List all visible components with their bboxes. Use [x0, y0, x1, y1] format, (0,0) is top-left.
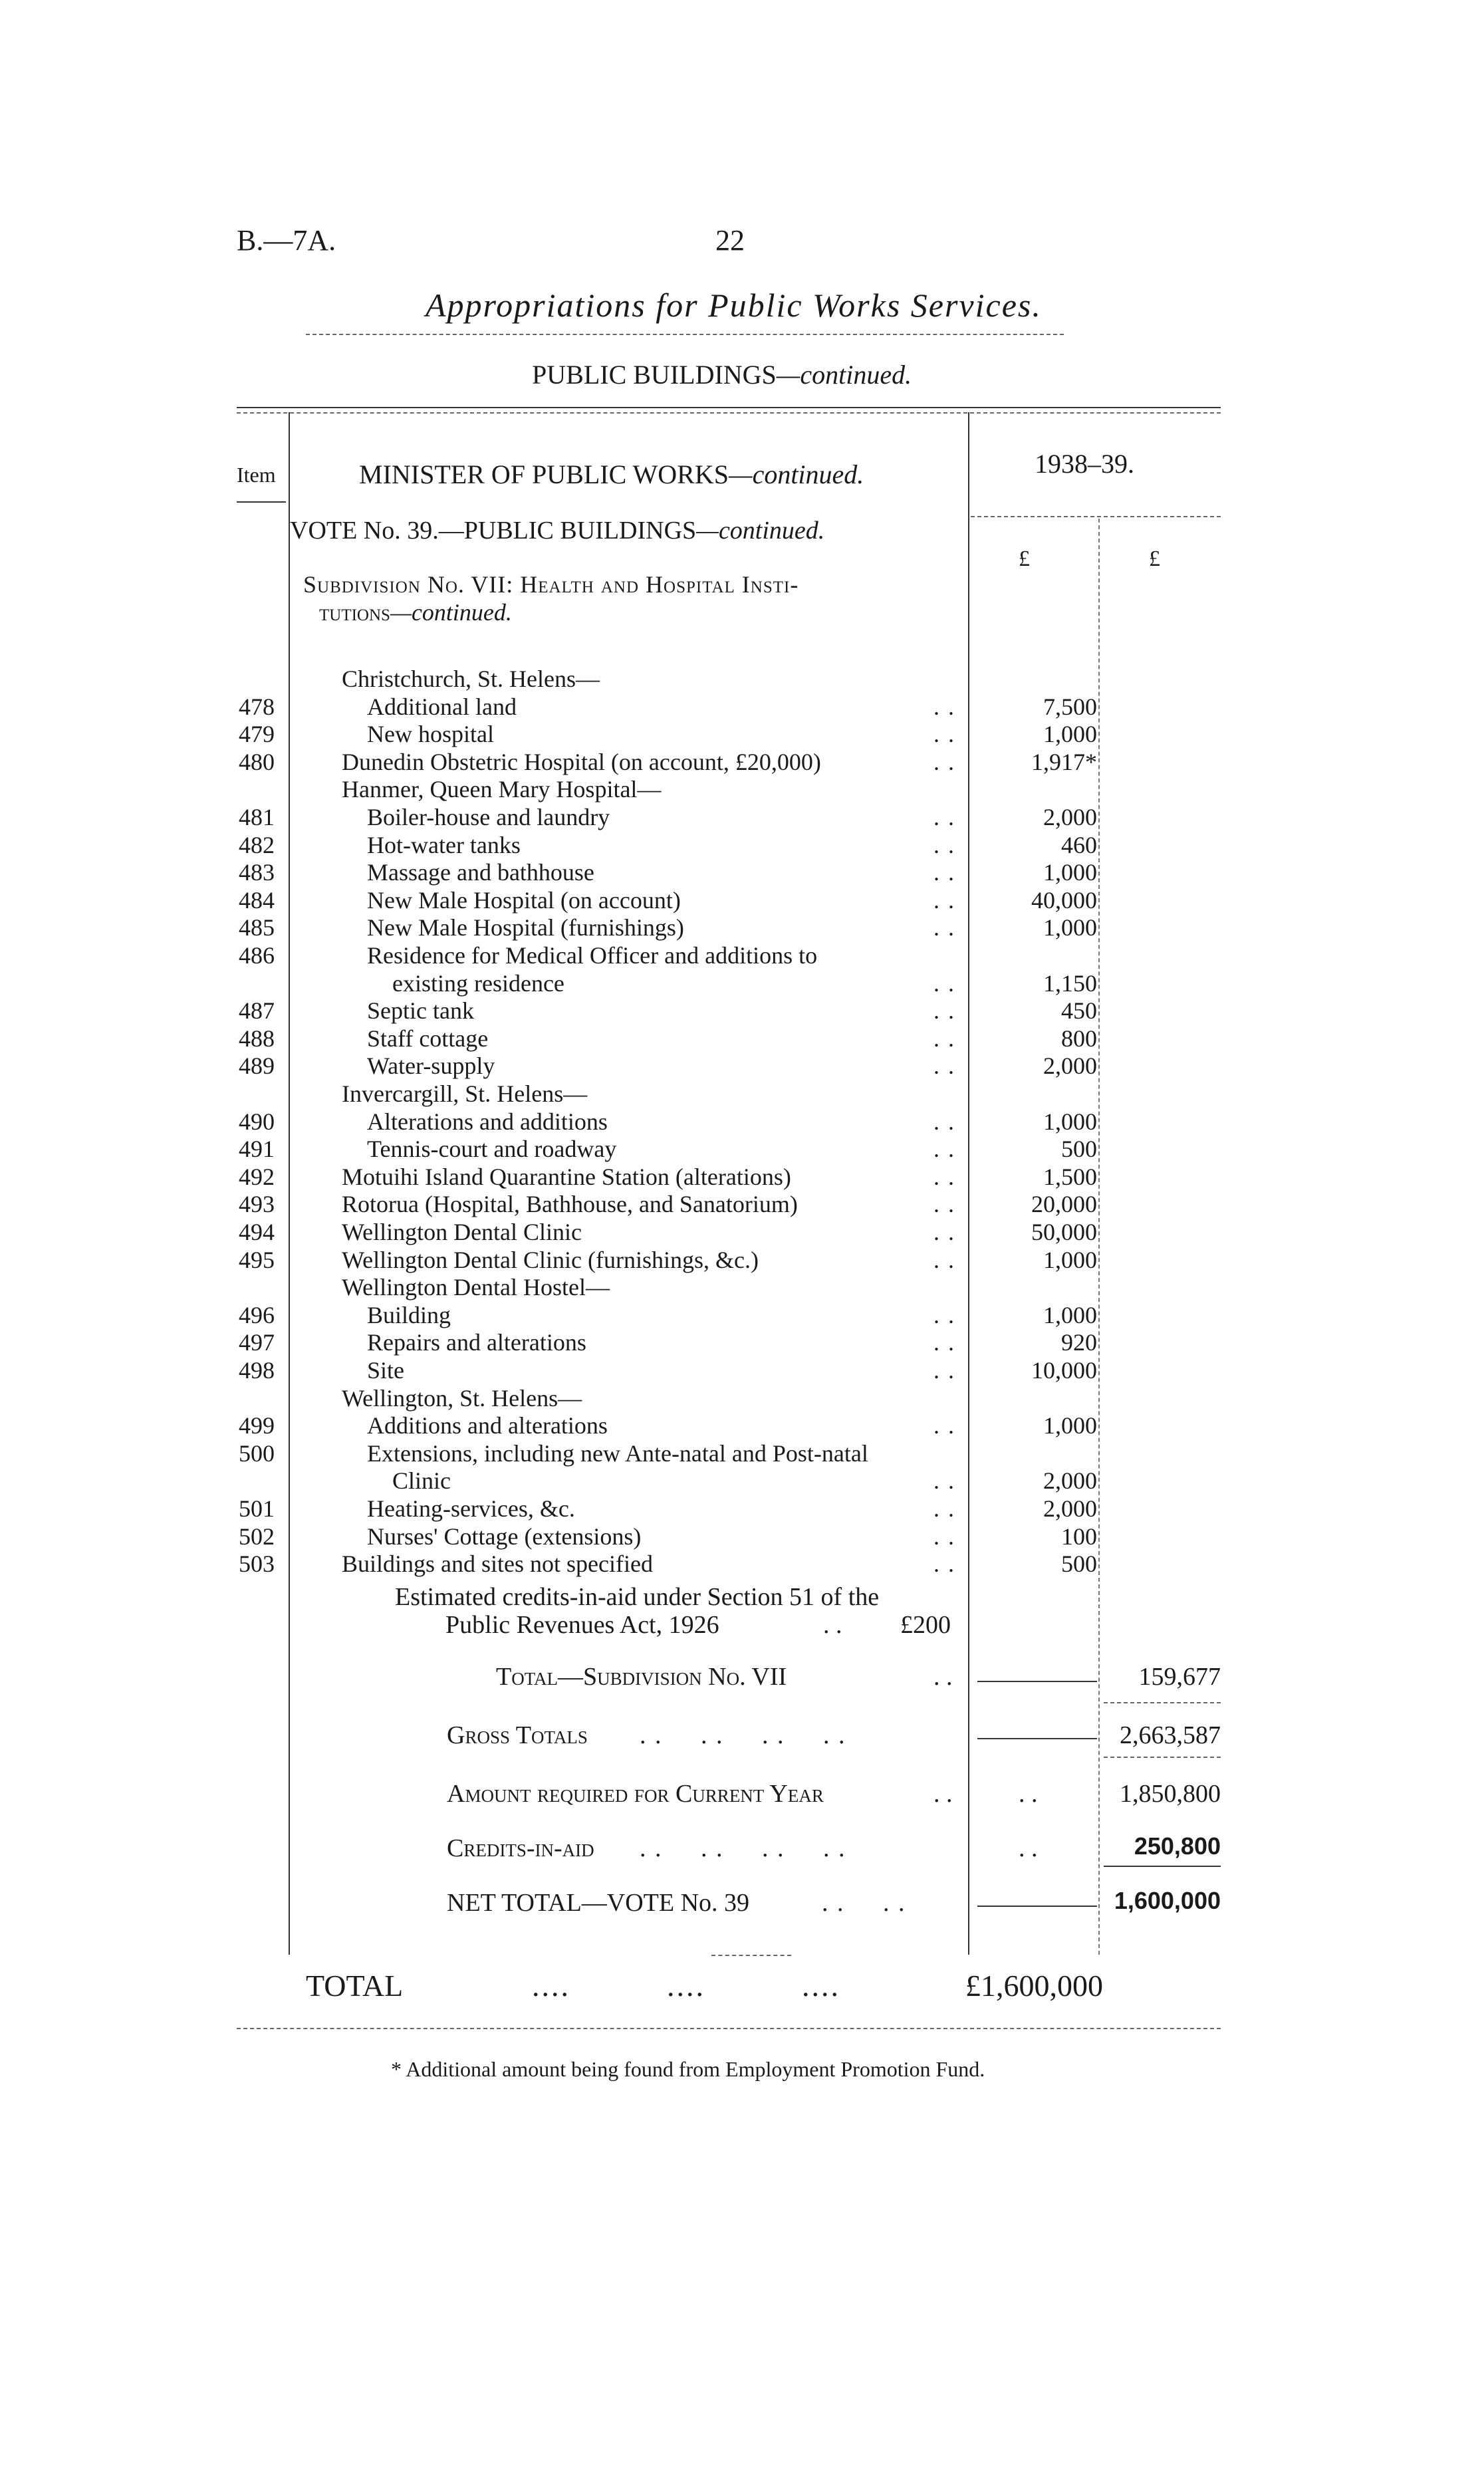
row-description: Septic tank [367, 997, 474, 1025]
row-item-number: 501 [239, 1495, 275, 1522]
row-description: New Male Hospital (on account) [367, 886, 681, 914]
row-description: New Male Hospital (furnishings) [367, 914, 684, 941]
row-item-number: 486 [239, 942, 275, 969]
row-item-number: 488 [239, 1025, 275, 1052]
credits-in-aid-underline [1104, 1866, 1221, 1867]
table-row [226, 1190, 1456, 1218]
row-item-number: 484 [239, 886, 275, 914]
row-description: Christchurch, St. Helens— [342, 666, 600, 692]
title-rule [306, 334, 1064, 335]
row-leader-dots: . . [933, 748, 955, 775]
vote-header-continued: —continued. [696, 517, 825, 545]
row-description: Wellington Dental Clinic (furnishings, &c.) [342, 1246, 759, 1273]
page-reference: B.—7A. [237, 224, 336, 257]
gross-totals-label: Gross Totals [447, 1721, 588, 1749]
table-row [226, 914, 1456, 941]
row-item-number: 502 [239, 1523, 275, 1550]
row-description: Additions and alterations [367, 1412, 608, 1439]
amount-required-label: Amount required for Current Year [447, 1780, 824, 1808]
row-description: Nurses' Cottage (extensions) [367, 1523, 642, 1550]
table-row [226, 886, 1456, 914]
row-item-number: 494 [239, 1219, 275, 1245]
row-leader-dots: . . [933, 1550, 955, 1578]
row-item-number: 490 [239, 1108, 275, 1135]
row-item-number: 489 [239, 1052, 275, 1080]
page-number: 22 [715, 224, 745, 257]
row-leader-dots: . . [933, 693, 955, 720]
row-description: Rotorua (Hospital, Bathhouse, and Sanatorium) [342, 1191, 798, 1218]
table-row [226, 1523, 1456, 1550]
table-row [226, 858, 1456, 886]
row-leader-dots: . . [933, 1163, 955, 1190]
row-description: Additional land [367, 693, 517, 720]
row-leader-dots: . . [933, 1025, 955, 1052]
subdivision-heading-line2-a: tutions [319, 599, 390, 626]
row-item-number: 500 [239, 1439, 275, 1467]
currency-symbol-1: £ [1019, 547, 1030, 571]
net-total-dots: . . . . [822, 1889, 906, 1917]
row-amount: 1,917* [1031, 748, 1097, 775]
minister-header-main: MINISTER OF PUBLIC WORKS [359, 459, 729, 489]
section-subtitle-continued: —continued. [776, 360, 912, 390]
row-amount: 1,000 [1043, 1108, 1097, 1135]
row-description: New hospital [367, 721, 494, 748]
row-item-number: 495 [239, 1246, 275, 1273]
row-amount: 1,500 [1043, 1163, 1097, 1190]
row-item-number: 503 [239, 1550, 275, 1578]
row-leader-dots: . . [933, 831, 955, 858]
table-row [226, 665, 1456, 693]
table-row [226, 693, 1456, 721]
page-title: Appropriations for Public Works Services. [426, 287, 1042, 324]
total-subdivision-label: Total—Subdivision No. VII [496, 1663, 787, 1691]
table-row [226, 803, 1456, 831]
grand-total-dots: .... .... .... [532, 1969, 840, 2003]
row-leader-dots: . . [933, 721, 955, 748]
gross-totals-underline [1104, 1757, 1221, 1758]
row-item-number: 483 [239, 859, 275, 886]
total-subdivision-amount: 159,677 [1138, 1663, 1221, 1691]
row-item-number: 480 [239, 748, 275, 775]
row-description: Buildings and sites not specified [342, 1550, 653, 1578]
credits-note-line1: Estimated credits-in-aid under Section 51 of the [395, 1583, 880, 1611]
row-amount: 1,000 [1043, 1412, 1097, 1439]
row-amount: 1,000 [1043, 1246, 1097, 1273]
net-total-amount: 1,600,000 [1114, 1887, 1221, 1914]
amount-required-dots-2: . . [1019, 1780, 1038, 1808]
section-subtitle [532, 359, 912, 390]
row-description: Invercargill, St. Helens— [342, 1080, 588, 1107]
row-item-number: 491 [239, 1136, 275, 1163]
row-item-number: 485 [239, 914, 275, 941]
row-amount: 50,000 [1031, 1219, 1097, 1245]
row-description: Wellington, St. Helens— [342, 1384, 582, 1412]
row-description: Residence for Medical Officer and additions to [367, 942, 818, 969]
row-amount: 2,000 [1043, 1467, 1097, 1495]
row-description: Massage and bathhouse [367, 859, 594, 886]
subdivision-heading-line2 [319, 598, 512, 626]
row-amount: 1,000 [1043, 721, 1097, 748]
row-description: Wellington Dental Clinic [342, 1219, 582, 1245]
row-amount: 2,000 [1043, 1052, 1097, 1080]
table-row [226, 831, 1456, 859]
row-description: Boiler-house and laundry [367, 804, 610, 830]
gross-totals-dots: . . . . . . . . [640, 1721, 846, 1749]
row-item-number: 497 [239, 1329, 275, 1356]
table-row [226, 748, 1456, 776]
row-leader-dots: . . [933, 1108, 955, 1135]
table-row [226, 1550, 1456, 1578]
credits-note-dots: . . [823, 1611, 842, 1639]
row-amount: 1,150 [1043, 969, 1097, 997]
table-row [226, 1301, 1456, 1329]
row-leader-dots: . . [933, 1246, 955, 1273]
row-leader-dots: . . [933, 1136, 955, 1163]
row-item-number: 482 [239, 831, 275, 858]
row-description: Staff cottage [367, 1025, 489, 1052]
row-leader-dots: . . [933, 886, 955, 914]
row-amount: 1,000 [1043, 859, 1097, 886]
row-amount: 2,000 [1043, 804, 1097, 830]
row-item-number: 492 [239, 1163, 275, 1190]
row-leader-dots: . . [933, 859, 955, 886]
amount-required-dots: . . [933, 1780, 953, 1808]
table-row [226, 1495, 1456, 1523]
table-row [226, 1356, 1456, 1384]
credits-in-aid-dots: . . . . . . . . [640, 1834, 846, 1862]
row-amount: 450 [1061, 997, 1097, 1025]
row-description: Water-supply [367, 1052, 495, 1080]
table-top-rule-2 [237, 412, 1221, 414]
row-leader-dots: . . [933, 914, 955, 941]
row-description: Tennis-court and roadway [367, 1136, 617, 1163]
year-header: 1938–39. [1035, 449, 1134, 479]
row-leader-dots: . . [933, 969, 955, 997]
item-column-header: Item [237, 463, 276, 487]
net-total-label: NET TOTAL—VOTE No. 39 [447, 1889, 750, 1917]
table-row [226, 1080, 1456, 1108]
table-row [226, 1246, 1456, 1274]
row-description: Site [367, 1357, 405, 1384]
row-leader-dots: . . [933, 1219, 955, 1245]
table-row [226, 941, 1456, 969]
table-row [226, 1384, 1456, 1412]
table-row [226, 1025, 1456, 1052]
subdivision-heading-line2-b: —continued. [390, 599, 512, 626]
row-leader-dots: . . [933, 1412, 955, 1439]
net-total-separator [711, 1955, 791, 1956]
table-row [226, 997, 1456, 1025]
row-amount: 100 [1061, 1523, 1097, 1550]
row-leader-dots: . . [933, 1467, 955, 1495]
minister-header [359, 459, 864, 490]
item-header-rule [237, 501, 286, 503]
amount-required-amount: 1,850,800 [1120, 1780, 1221, 1808]
row-leader-dots: . . [933, 1523, 955, 1550]
table-row [226, 1439, 1456, 1467]
grand-total-label: TOTAL [306, 1969, 404, 2003]
footnote: * Additional amount being found from Employment Promotion Fund. [391, 2057, 985, 2081]
row-item-number: 496 [239, 1301, 275, 1328]
row-item-number: 499 [239, 1412, 275, 1439]
row-amount: 2,000 [1043, 1495, 1097, 1522]
row-item-number: 498 [239, 1357, 275, 1384]
row-amount: 1,000 [1043, 914, 1097, 941]
row-description: Hanmer, Queen Mary Hospital— [342, 776, 662, 803]
row-description: Hot-water tanks [367, 831, 521, 858]
vote-header-main: VOTE No. 39.—PUBLIC BUILDINGS [290, 517, 697, 545]
total-subdivision-underline [1104, 1702, 1221, 1703]
total-subdivision-dots: . . [933, 1663, 953, 1691]
table-row [226, 1328, 1456, 1356]
table-row [226, 1218, 1456, 1246]
row-amount: 7,500 [1043, 693, 1097, 720]
row-amount: 1,000 [1043, 1301, 1097, 1328]
grand-total-rule [237, 2028, 1221, 2029]
row-leader-dots: . . [933, 997, 955, 1025]
table-row [226, 720, 1456, 748]
credits-in-aid-amount: 250,800 [1134, 1832, 1221, 1860]
row-description: Dunedin Obstetric Hospital (on account, £20,000) [342, 748, 821, 775]
row-description: Clinic [392, 1467, 451, 1495]
table-row [226, 1163, 1456, 1191]
gross-totals-rule [977, 1738, 1097, 1739]
table-row [226, 1467, 1456, 1495]
row-item-number: 487 [239, 997, 275, 1025]
row-description: Building [367, 1301, 451, 1328]
row-amount: 20,000 [1031, 1191, 1097, 1218]
table-row [226, 1273, 1456, 1301]
gross-totals-amount: 2,663,587 [1120, 1721, 1221, 1749]
row-leader-dots: . . [933, 1052, 955, 1080]
table-row [226, 1052, 1456, 1080]
row-amount: 800 [1061, 1025, 1097, 1052]
row-item-number: 478 [239, 693, 275, 720]
row-amount: 40,000 [1031, 886, 1097, 914]
subdivision-heading-line1: Subdivision No. VII: Health and Hospital Insti- [303, 571, 799, 598]
credits-in-aid-label: Credits-in-aid [447, 1834, 594, 1862]
row-leader-dots: . . [933, 1495, 955, 1522]
row-item-number: 481 [239, 804, 275, 830]
row-amount: 460 [1061, 831, 1097, 858]
grand-total-amount: £1,600,000 [965, 1969, 1103, 2003]
row-description: Extensions, including new Ante-natal and Post-natal [367, 1439, 868, 1467]
table-row [226, 1108, 1456, 1136]
table-top-rule [237, 407, 1221, 408]
table-row [226, 1412, 1456, 1439]
row-description: Repairs and alterations [367, 1329, 586, 1356]
row-item-number: 479 [239, 721, 275, 748]
row-description: existing residence [392, 969, 564, 997]
row-leader-dots: . . [933, 804, 955, 830]
credits-in-aid-dots-2: . . [1019, 1834, 1038, 1862]
row-leader-dots: . . [933, 1301, 955, 1328]
row-description: Heating-services, &c. [367, 1495, 575, 1522]
row-description: Motuihi Island Quarantine Station (alterations) [342, 1163, 791, 1190]
currency-symbol-2: £ [1149, 547, 1160, 571]
row-amount: 920 [1061, 1329, 1097, 1356]
row-leader-dots: . . [933, 1191, 955, 1218]
row-description: Alterations and additions [367, 1108, 608, 1135]
table-row [226, 1135, 1456, 1163]
row-item-number: 493 [239, 1191, 275, 1218]
total-subdivision-rule [977, 1681, 1097, 1682]
section-subtitle-main: PUBLIC BUILDINGS [532, 360, 777, 390]
net-total-rule [977, 1906, 1097, 1907]
year-header-rule [971, 516, 1221, 517]
row-amount: 10,000 [1031, 1357, 1097, 1384]
table-row [226, 775, 1456, 803]
row-amount: 500 [1061, 1550, 1097, 1578]
credits-note-line2: Public Revenues Act, 1926 [445, 1611, 719, 1639]
row-leader-dots: . . [933, 1357, 955, 1384]
row-description: Wellington Dental Hostel— [342, 1274, 610, 1301]
credits-note-amount: £200 [900, 1611, 951, 1639]
table-row [226, 969, 1456, 997]
row-leader-dots: . . [933, 1329, 955, 1356]
row-amount: 500 [1061, 1136, 1097, 1163]
vote-header [290, 516, 824, 545]
minister-header-continued: —continued. [729, 459, 864, 489]
